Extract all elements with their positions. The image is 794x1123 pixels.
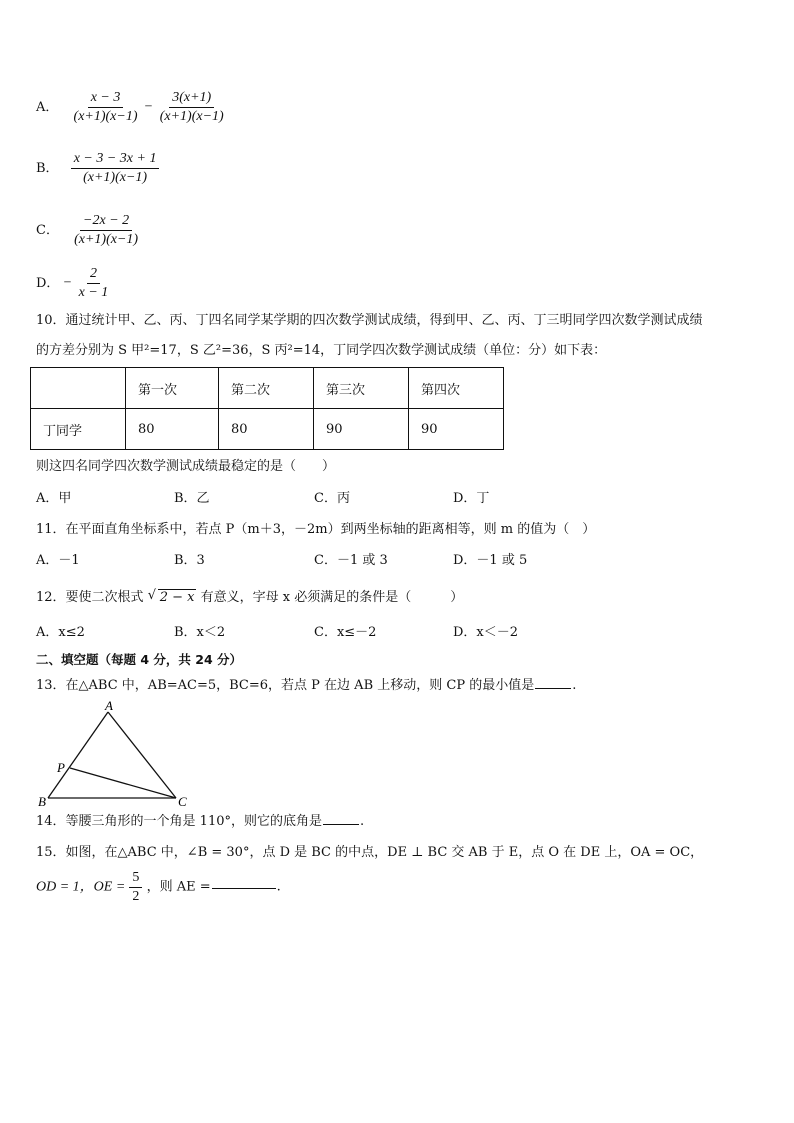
- fraction: [129, 870, 142, 905]
- q13-text: [36, 676, 576, 696]
- side-ac: [108, 712, 176, 798]
- radical-sign-icon: √: [147, 588, 156, 603]
- option-label: A．: [36, 100, 59, 115]
- q12-text-after: 有意义，字母 x 必须满足的条件是（ ）: [200, 590, 464, 605]
- operator: −: [144, 99, 153, 115]
- q11-text: 11．在平面直角坐标系中，若点 P（m＋3，－2m）到两坐标轴的距离相等，则 m 的值为（ ）: [36, 522, 596, 537]
- radicand: 2 − x: [159, 590, 195, 605]
- option-label: D．: [36, 276, 60, 291]
- fraction: [71, 151, 160, 186]
- q15-line2: [36, 870, 281, 905]
- vertex-label-c: C: [178, 794, 187, 809]
- vertex-label-b: B: [38, 794, 46, 809]
- triangle-figure: [30, 698, 200, 810]
- q12-option-c: C．x≤－2: [314, 625, 377, 640]
- q15-line2-b: ，则 AE =: [146, 879, 211, 895]
- table-header-cell: 第一次: [126, 368, 219, 409]
- table-cell: 90: [409, 409, 504, 450]
- denominator: (x+1)(x−1): [73, 109, 138, 124]
- denominator: (x+1)(x−1): [159, 109, 224, 124]
- numerator: −2x − 2: [80, 213, 132, 231]
- q15-line2-a: OD = 1，OE =: [36, 879, 126, 895]
- denominator: (x+1)(x−1): [74, 232, 139, 247]
- q10-question: 则这四名同学四次数学测试成绩最稳定的是（ ）: [36, 459, 336, 474]
- square-root: [148, 588, 197, 608]
- table-header-cell: 第三次: [314, 368, 409, 409]
- point-label-p: P: [57, 760, 65, 775]
- table-cell: 80: [219, 409, 314, 450]
- side-ab: [48, 712, 108, 798]
- sign: −: [63, 275, 72, 291]
- table-header-cell: 第四次: [409, 368, 504, 409]
- table-header-cell: [31, 368, 126, 409]
- q9-option-b: [36, 151, 159, 186]
- numerator: x − 3 − 3x + 1: [71, 151, 160, 169]
- numerator: 3(x+1): [169, 90, 214, 108]
- score-table: [30, 367, 504, 450]
- numerator: 2: [87, 266, 100, 284]
- option-label: C．: [36, 223, 59, 238]
- q11-option-a: A．－1: [36, 553, 80, 568]
- fraction: [71, 90, 141, 125]
- q12-option-b: B．x＜2: [174, 625, 226, 640]
- answer-blank: [535, 687, 571, 689]
- segment-cp: [70, 768, 176, 798]
- denominator: 2: [132, 889, 140, 904]
- q12-option-d: D．x＜－2: [453, 625, 519, 640]
- fraction: [76, 266, 112, 301]
- q14-text: [36, 812, 364, 832]
- q9-option-d: [36, 266, 111, 301]
- q11-option-d: D．－1 或 5: [453, 553, 528, 568]
- fraction: [157, 90, 227, 125]
- q10-option-c: C．丙: [314, 491, 350, 506]
- section-heading: 二、填空题（每题 4 分，共 24 分）: [36, 652, 243, 667]
- denominator: x − 1: [78, 285, 109, 300]
- q9-option-a: [36, 90, 227, 125]
- q13-end: .: [572, 678, 577, 693]
- table-cell: 90: [314, 409, 409, 450]
- q10-option-b: B．乙: [174, 491, 210, 506]
- q12-text-before: 12．要使二次根式: [36, 590, 144, 605]
- q14-question: 14．等腰三角形的一个角是 110°，则它的底角是: [36, 814, 322, 829]
- q15-end: .: [276, 879, 281, 895]
- q10-option-a: A．甲: [36, 491, 72, 506]
- q10-line2: 的方差分别为 S 甲²=17，S 乙²=36，S 丙²=14，丁同学四次数学测试成绩（单位：分）如下表：: [36, 343, 607, 358]
- q12-option-a: A．x≤2: [36, 625, 85, 640]
- q10-line1: 10．通过统计甲、乙、丙、丁四名同学某学期的四次数学测试成绩，得到甲、乙、丙、丁三明同学四次数学测试成绩: [36, 313, 703, 328]
- numerator: x − 3: [88, 90, 124, 108]
- fraction: [71, 213, 141, 248]
- q9-option-c: [36, 213, 141, 248]
- table-cell: 80: [126, 409, 219, 450]
- table-header-row: [31, 368, 504, 409]
- denominator: (x+1)(x−1): [83, 170, 148, 185]
- q12-text: [36, 588, 463, 608]
- table-cell: 丁同学: [31, 409, 126, 450]
- answer-blank: [323, 823, 359, 825]
- table-row: [31, 409, 504, 450]
- table-header-cell: 第二次: [219, 368, 314, 409]
- option-label: B．: [36, 161, 59, 176]
- q11-option-c: C．－1 或 3: [314, 553, 388, 568]
- numerator: 5: [129, 870, 142, 888]
- q14-end: .: [360, 814, 365, 829]
- vertex-label-a: A: [105, 698, 113, 713]
- answer-blank: [212, 887, 276, 889]
- q13-question: 13．在△ABC 中，AB=AC=5，BC=6，若点 P 在边 AB 上移动，则 CP 的最小值是: [36, 678, 535, 693]
- q15-line1: 15．如图，在△ABC 中，∠B = 30°，点 D 是 BC 的中点，DE ⊥ BC 交 AB 于 E，点 O 在 DE 上，OA = OC，: [36, 845, 704, 860]
- q10-option-d: D．丁: [453, 491, 490, 506]
- q11-option-b: B．3: [174, 553, 205, 568]
